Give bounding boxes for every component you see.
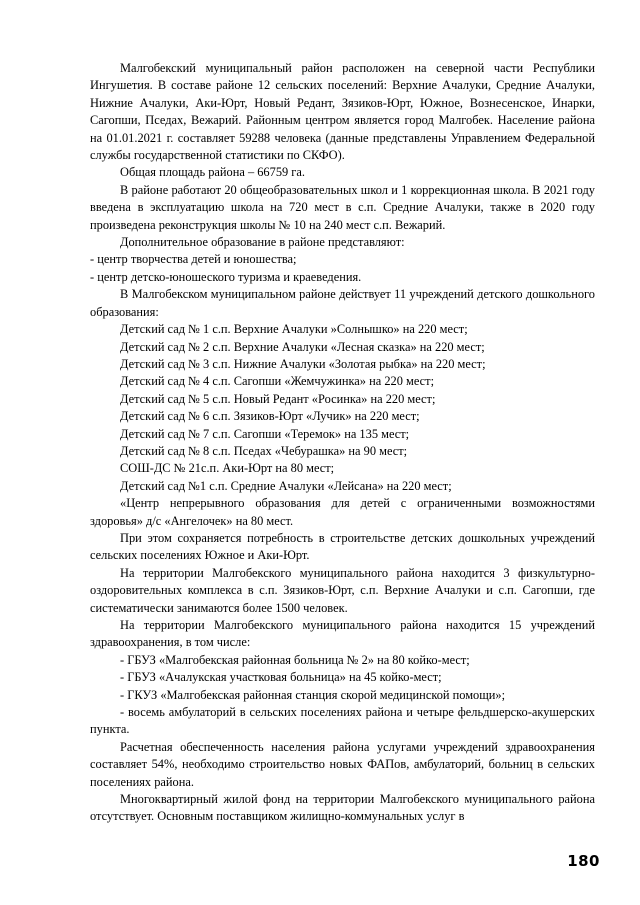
- paragraph: - центр творчества детей и юношества;: [90, 252, 297, 267]
- paragraph: - восемь амбулаторий в сельских поселениях района и четыре фельдшерско-акушерских пункта.: [90, 705, 595, 737]
- paragraph: Детский сад № 6 с.п. Зязиков-Юрт «Лучик» на 220 мест;: [120, 409, 420, 424]
- paragraph: Детский сад № 8 с.п. Пседах «Чебурашка» на 90 мест;: [120, 443, 408, 458]
- paragraph: - ГБУЗ «Малгобекская районная больница № 2» на 80 койко-мест;: [120, 652, 470, 667]
- paragraph: Детский сад № 5 с.п. Новый Редант «Росинка» на 220 мест;: [120, 391, 436, 406]
- paragraph: Дополнительное образование в районе представляют:: [120, 235, 405, 250]
- paragraph: «Центр непрерывного образования для детей с ограниченными возможностями здоровья» д/с «Ангелочек» на 80 мест.: [90, 496, 595, 528]
- paragraph: Общая площадь района – 66759 га.: [120, 165, 305, 180]
- paragraph: Детский сад № 2 с.п. Верхние Ачалуки «Лесная сказка» на 220 мест;: [120, 339, 485, 354]
- paragraph: В районе работают 20 общеобразовательных школ и 1 коррекционная школа. В 2021 году введена в эксплуатацию школа на 720 мест в с.п. Средние Ачалуки, также в 2020 году произведена реконструкция школы № 10 на 240 мест с.п. Вежарий.: [90, 182, 595, 232]
- paragraph: Детский сад № 4 с.п. Сагопши «Жемчужинка» на 220 мест;: [120, 374, 435, 389]
- paragraph: - ГБУЗ «Ачалукская участковая больница» на 45 койко-мест;: [120, 670, 442, 685]
- paragraph: Детский сад № 7 с.п. Сагопши «Теремок» на 135 мест;: [120, 426, 410, 441]
- paragraph: Расчетная обеспеченность населения района услугами учреждений здравоохранения составляет 54%, необходимо строительство новых ФАПов, амбулаторий, больниц в сельских поселениях района.: [90, 739, 595, 789]
- paragraph: - центр детско-юношеского туризма и краеведения.: [90, 269, 362, 284]
- paragraph: Детский сад № 3 с.п. Нижние Ачалуки «Золотая рыбка» на 220 мест;: [120, 356, 486, 371]
- document-body: [90, 60, 595, 826]
- page-number: 180: [567, 852, 600, 870]
- paragraph: - ГКУЗ «Малгобекская районная станция скорой медицинской помощи»;: [120, 687, 506, 702]
- paragraph: Детский сад № 1 с.п. Верхние Ачалуки »Солнышко» на 220 мест;: [120, 322, 468, 337]
- paragraph: Малгобекский муниципальный район расположен на северной части Республики Ингушетия. В составе районе 12 сельских поселений: Верхние Ачалуки, Средние Ачалуки, Нижние Ачалуки, Аки-Юрт, Новый Редант, Зязиков-Юрт, Южное, Вознесенское, Инарки, Сагопши, Пседах, Вежарий. Районным центром является город Малгобек. Население района на 01.01.2021 г. составляет 59288 человека (данные представлены Управлением Федеральной службы государственной статистики по СКФО).: [90, 61, 595, 163]
- paragraph: Детский сад №1 с.п. Средние Ачалуки «Лейсана» на 220 мест;: [120, 478, 452, 493]
- paragraph: Многоквартирный жилой фонд на территории Малгобекского муниципального района отсутствует. Основным поставщиком жилищно-коммунальных услуг в: [90, 792, 595, 824]
- paragraph: При этом сохраняется потребность в строительстве детских дошкольных учреждений сельских поселениях Южное и Аки-Юрт.: [90, 530, 595, 563]
- paragraph: В Малгобекском муниципальном районе действует 11 учреждений детского дошкольного образования:: [90, 287, 595, 319]
- paragraph: СОШ-ДС № 21с.п. Аки-Юрт на 80 мест;: [120, 461, 335, 476]
- paragraph: На территории Малгобекского муниципального района находится 3 физкультурно-оздоровительных комплекса в с.п. Зязиков-Юрт, с.п. Верхние Ачалуки и с.п. Сагопши, где систематически занимаются более 1500 человек.: [90, 565, 595, 615]
- paragraph: На территории Малгобекского муниципального района находится 15 учреждений здравоохранения, в том числе:: [90, 618, 595, 650]
